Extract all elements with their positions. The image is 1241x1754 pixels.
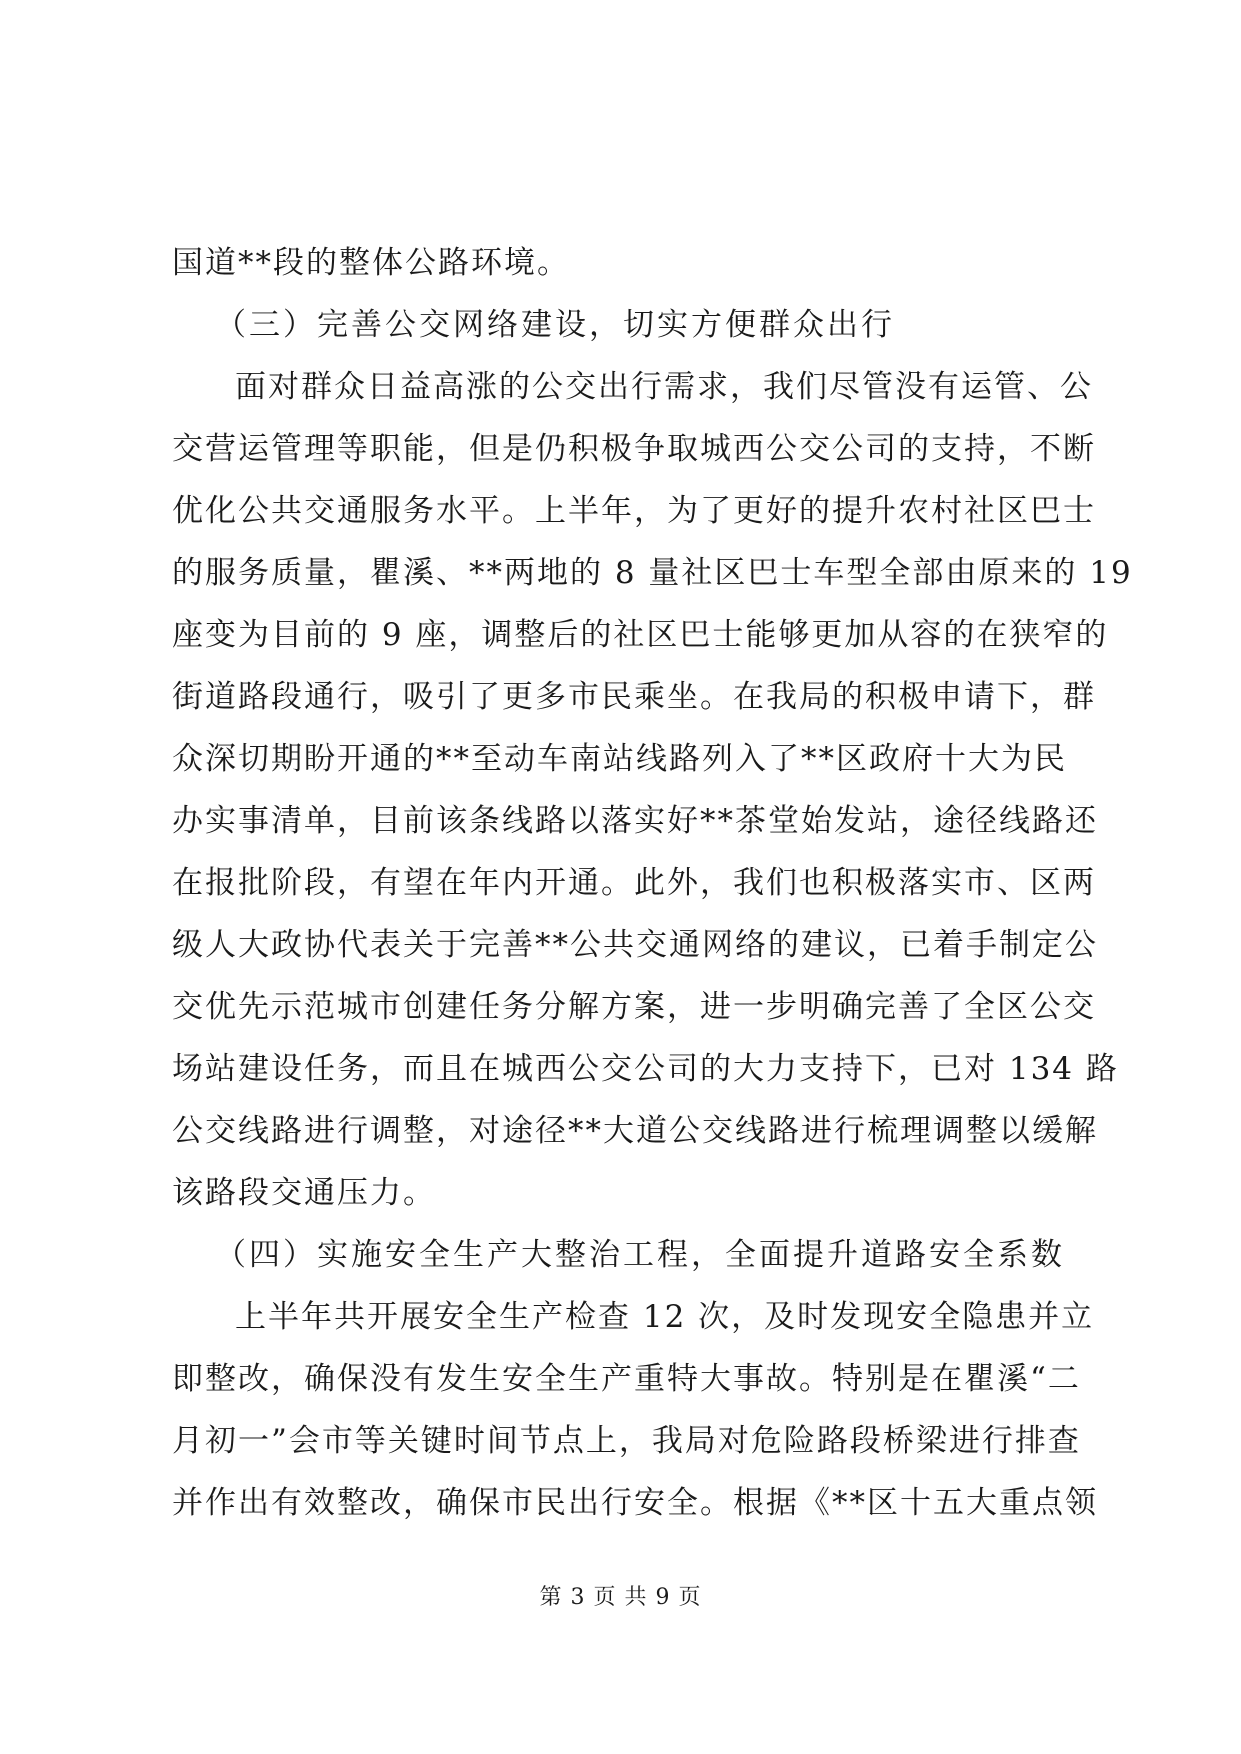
page-number-footer: 第 3 页 共 9 页 [539, 1585, 702, 1610]
section-heading-4: （四）实施安全生产大整治工程，全面提升道路安全系数 [215, 1237, 1065, 1273]
text-line: 众深切期盼开通的**至动车南站线路列入了**区政府十大为民 [172, 741, 1067, 777]
text-line: 国道**段的整体公路环境。 [172, 245, 570, 281]
text-line: 该路段交通压力。 [172, 1175, 436, 1211]
text-line: 并作出有效整改，确保市民出行安全。根据《**区十五大重点领 [172, 1485, 1098, 1521]
text-line: 优化公共交通服务水平。上半年，为了更好的提升农村社区巴士 [172, 493, 1096, 529]
text-line: 即整改，确保没有发生安全生产重特大事故。特别是在瞿溪“二 [172, 1361, 1081, 1397]
text-line: 在报批阶段，有望在年内开通。此外，我们也积极落实市、区两 [172, 865, 1096, 901]
text-line: 交优先示范城市创建任务分解方案，进一步明确完善了全区公交 [172, 989, 1096, 1025]
text-line: 公交线路进行调整，对途径**大道公交线路进行梳理调整以缓解 [172, 1113, 1098, 1149]
text-line: 的服务质量，瞿溪、**两地的 8 量社区巴士车型全部由原来的 19 [172, 555, 1133, 591]
text-line: 街道路段通行，吸引了更多市民乘坐。在我局的积极申请下，群 [172, 679, 1096, 715]
paragraph-start: 面对群众日益高涨的公交出行需求，我们尽管没有运管、公 [235, 369, 1093, 405]
text-line: 级人大政协代表关于完善**公共交通网络的建议，已着手制定公 [172, 927, 1098, 963]
text-line: 交营运管理等职能，但是仍积极争取城西公交公司的支持，不断 [172, 431, 1096, 467]
text-line: 场站建设任务，而且在城西公交公司的大力支持下，已对 134 路 [172, 1051, 1119, 1087]
text-line: 月初一”会市等关键时间节点上，我局对危险路段桥梁进行排查 [172, 1423, 1081, 1459]
text-line: 办实事清单，目前该条线路以落实好**茶堂始发站，途径线路还 [172, 803, 1098, 839]
body-text [172, 232, 1133, 1534]
text-line: 座变为目前的 9 座，调整后的社区巴士能够更加从容的在狭窄的 [172, 617, 1109, 653]
paragraph-start: 上半年共开展安全生产检查 12 次，及时发现安全隐患并立 [235, 1299, 1095, 1335]
section-heading-3: （三）完善公交网络建设，切实方便群众出行 [215, 307, 895, 343]
